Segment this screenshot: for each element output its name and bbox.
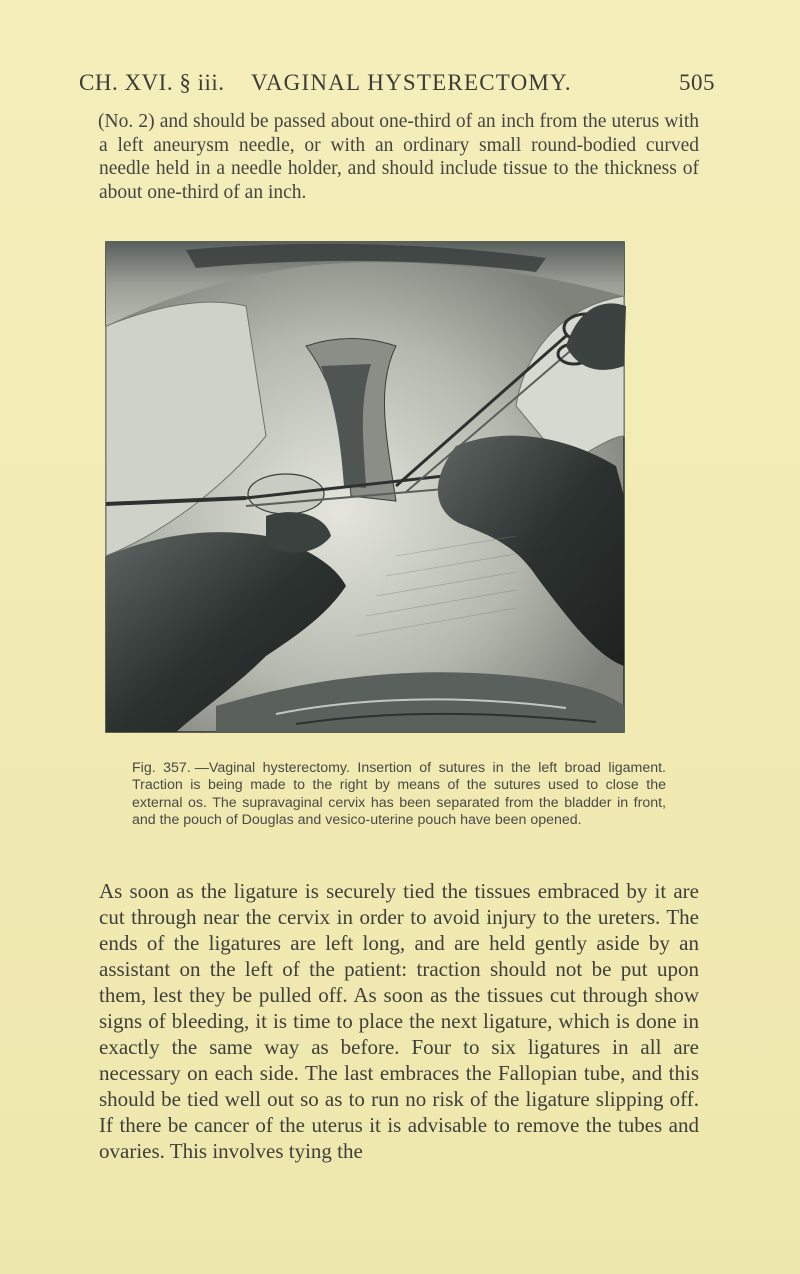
surgical-engraving [96, 236, 684, 748]
figure-caption-text: —Vaginal hysterectomy. Insertion of sutures in the left broad ligament. Traction is being made to the right by means of the sutures used to close the external os. The supravaginal cervix has been separated from the bladder in front, and the pouch of Douglas and vesico-uterine pouch have been opened. [132, 760, 666, 829]
page-number: 505 [679, 70, 715, 95]
figure-label: Fig. 357. [132, 760, 191, 776]
paragraph-body: As soon as the ligature is securely tied the tissues embraced by it are cut through near the cervix in order to avoid injury to the ureters. The ends of the ligatures are left long, and are held gently aside by an assistant on the left of the patient: traction should not be put upon them, lest they be pulled off. As soon as the tissues cut through show signs of bleeding, it is time to place the next ligature, which is done in exactly the same way as before. Four to six ligatures in all are necessary on each side. The last embraces the Fallopian tube, and this should be tied well out so as to run no risk of the ligature slipping off. If there be cancer of the uterus it is advisable to remove the tubes and ovaries. This involves tying the [99, 879, 699, 1163]
figure-357-illustration [96, 236, 684, 748]
running-head [79, 70, 715, 102]
figure-caption [132, 760, 666, 830]
running-title: VAGINAL HYSTERECTOMY. [251, 70, 572, 95]
paragraph-continued: (No. 2) and should be passed about one-third of an inch from the uterus with a left aneurysm needle, or with an ordinary small round-bodied curved needle held in a needle holder, and should include tissue to the thickness of about one-third of an inch. [98, 111, 699, 203]
chapter-section-label: CH. XVI. § iii. [79, 70, 225, 95]
